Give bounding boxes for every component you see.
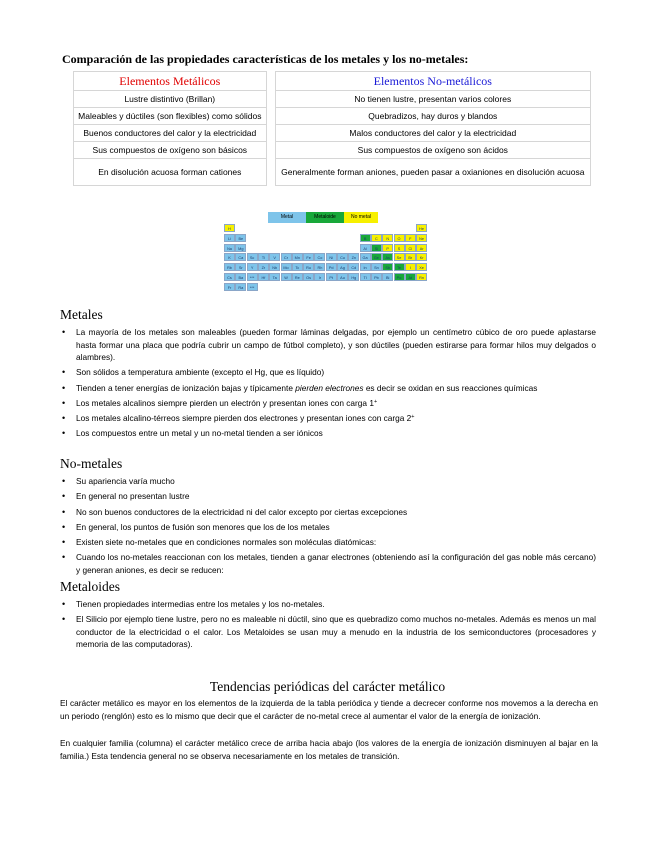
element-cell-nonmetal: Se — [394, 253, 405, 261]
legend-metal: Metal — [268, 212, 306, 223]
element-cell-metal: Ga — [360, 253, 371, 261]
metales-title: Metales — [60, 307, 103, 322]
element-cell-metal: Nb — [269, 263, 280, 271]
legend-metalloid: Metaloide — [306, 212, 344, 223]
column-gap — [266, 91, 275, 108]
element-cell-metal: Cr — [281, 253, 292, 261]
metal-property: Maleables y dúctiles (son flexibles) como sólidos — [74, 108, 267, 125]
element-cell-metal: *** — [247, 283, 258, 291]
tendencias-paragraph-1: El carácter metálico es mayor en los elementos de la izquierda de la tabla periódica y tiende a decrecer conforme nos movemos a la derecha en un periodo (renglón) esto es lo mismo que decir que el carácter de no-metal crece al aumentar el valor de la energía de ionización. — [60, 698, 598, 721]
element-cell-metal: Os — [303, 273, 314, 281]
element-cell-nonmetal: Ar — [416, 244, 427, 252]
element-cell-metal: Na — [224, 244, 235, 252]
element-cell-metal: Tc — [292, 263, 303, 271]
element-cell-metal: Fe — [303, 253, 314, 261]
element-cell-metal: Y — [247, 263, 258, 271]
element-cell-nonmetal: Rn — [416, 273, 427, 281]
list-item: • Existen siete no-metales que en condiciones normales son moléculas diatómicas: — [62, 536, 596, 549]
column-gap — [266, 125, 275, 142]
element-cell-metal: V — [269, 253, 280, 261]
element-cell-metal: Cd — [348, 263, 359, 271]
list-item: • No son buenos conductores de la electricidad ni del calor excepto por ciertas excepciones — [62, 506, 596, 519]
element-cell-nonmetal: He — [416, 224, 427, 232]
nonmetal-property: Sus compuestos de oxígeno son ácidos — [275, 142, 590, 159]
element-cell-metal: Bi — [382, 273, 393, 281]
list-item: • En general, los puntos de fusión son menores que los de los metales — [62, 521, 596, 534]
column-gap — [266, 72, 275, 91]
comparison-row — [74, 125, 591, 142]
element-cell-metal: Ra — [235, 283, 246, 291]
element-cell-metal: Re — [292, 273, 303, 281]
element-cell-metal: Cu — [337, 253, 348, 261]
list-item — [62, 397, 596, 410]
element-cell-metal: Rh — [314, 263, 325, 271]
element-cell-metalloid: Ge — [371, 253, 382, 261]
element-cell-metal: Hf — [258, 273, 269, 281]
comparison-row — [74, 159, 591, 186]
element-cell-nonmetal: F — [405, 234, 416, 242]
element-cell-metal: Zn — [348, 253, 359, 261]
periodic-table-figure — [222, 208, 436, 302]
element-cell-metal: Sn — [371, 263, 382, 271]
list-item: • El Silicio por ejemplo tiene lustre, pero no es maleable ni dúctil, sino que es quebradizo como muchos no-metales. Además es menos un mal conductor de la electricidad o el calor. Los Metaloides se usan muy a menudo en la industria de los semiconductores (procesadores y memoria de las computadoras). — [62, 613, 596, 651]
metales-list — [62, 326, 596, 443]
element-cell-metal: Ir — [314, 273, 325, 281]
tendencias-paragraph-2: En cualquier familia (columna) el carácter metálico crece de arriba hacia abajo (los valores de la energía de ionización disminuyen al bajar en la familia.) Esta tendencia general no se observa necesariamente en los metales de transición. — [60, 738, 598, 761]
element-cell-metal: Al — [360, 244, 371, 252]
nonmetal-property: No tienen lustre, presentan varios colores — [275, 91, 590, 108]
item-text: Tienden a tener energías de ionización bajas y típicamente — [76, 382, 296, 393]
list-item — [62, 412, 596, 425]
element-cell-nonmetal: Kr — [416, 253, 427, 261]
element-cell-metal: Ba — [235, 273, 246, 281]
element-cell-metal: Mg — [235, 244, 246, 252]
element-cell-metal: Hg — [348, 273, 359, 281]
metaloides-list — [62, 598, 596, 654]
item-text: Los metales alcalino-térreos siempre pierden dos electrones y presentan iones con carga 2 — [76, 413, 412, 424]
element-cell-metal: Co — [314, 253, 325, 261]
element-cell-nonmetal: Cl — [405, 244, 416, 252]
element-cell-nonmetal: Br — [405, 253, 416, 261]
element-cell-metal: Ag — [337, 263, 348, 271]
element-cell-metal: Rb — [224, 263, 235, 271]
element-cell-metal: *** — [247, 273, 258, 281]
element-cell-metal: Pb — [371, 273, 382, 281]
comparison-table — [73, 71, 591, 186]
element-cell-metal: Au — [337, 273, 348, 281]
legend-nonmetal: No metal — [344, 212, 378, 223]
item-italic-text: pierden electrones — [295, 382, 364, 393]
nonmetal-property: Malos conductores del calor y la electricidad — [275, 125, 590, 142]
element-cell-metal: In — [360, 263, 371, 271]
item-text: Los metales alcalinos siempre pierden un electrón y presentan iones con carga 1 — [76, 397, 374, 408]
comparison-heading: Comparación de las propiedades características de los metales y los no-metales: — [62, 52, 469, 66]
element-cell-metal: Pt — [326, 273, 337, 281]
element-cell-nonmetal: Ne — [416, 234, 427, 242]
element-cell-nonmetal: P — [382, 244, 393, 252]
element-cell-nonmetal: S — [394, 244, 405, 252]
element-cell-metalloid: At — [405, 273, 416, 281]
element-cell-nonmetal: I — [405, 263, 416, 271]
column-gap — [266, 108, 275, 125]
element-cell-metal: Ti — [258, 253, 269, 261]
element-cell-metalloid: B — [360, 234, 371, 242]
list-item: • Su apariencia varía mucho — [62, 475, 596, 488]
element-cell-metalloid: Te — [394, 263, 405, 271]
metal-property: Buenos conductores del calor y la electricidad — [74, 125, 267, 142]
nonmetal-property: Quebradizos, hay duros y blandos — [275, 108, 590, 125]
element-cell-metal: Ru — [303, 263, 314, 271]
element-cell-nonmetal: H — [224, 224, 235, 232]
list-item: • La mayoría de los metales son maleables (pueden formar láminas delgadas, por ejemplo un centímetro cúbico de oro puede aplastarse hasta formar una placa que podría cubrir un campo de fútbol completo), y son dúctiles (pueden estirarse para formar hilos muy delgados o alambres). — [62, 326, 596, 364]
element-cell-metal: W — [281, 273, 292, 281]
list-item: • En general no presentan lustre — [62, 490, 596, 503]
element-cell-metal: Ca — [235, 253, 246, 261]
item-text: es decir se oxidan en sus reacciones químicas — [363, 382, 538, 393]
list-item: • Los compuestos entre un metal y un no-metal tienden a ser iónicos — [62, 427, 596, 440]
comparison-row — [74, 91, 591, 108]
comparison-header-row — [74, 72, 591, 91]
element-cell-metal: Sr — [235, 263, 246, 271]
element-cell-metalloid: Sb — [382, 263, 393, 271]
element-cell-metalloid: Si — [371, 244, 382, 252]
column-gap — [266, 159, 275, 186]
nometales-title: No-metales — [60, 456, 123, 471]
list-item — [62, 382, 596, 395]
element-cell-metal: K — [224, 253, 235, 261]
nometales-list — [62, 475, 596, 579]
nonmetals-column-header: Elementos No-metálicos — [275, 72, 590, 91]
metal-property: En disolución acuosa forman cationes — [74, 159, 267, 186]
element-cell-metal: Mo — [281, 263, 292, 271]
charge-superscript: + — [411, 414, 415, 421]
list-item: • Son sólidos a temperatura ambiente (excepto el Hg, que es líquido) — [62, 366, 596, 379]
element-cell-metal: Sc — [247, 253, 258, 261]
metals-column-header: Elementos Metálicos — [74, 72, 267, 91]
element-cell-metal: Li — [224, 234, 235, 242]
element-cell-nonmetal: C — [371, 234, 382, 242]
element-cell-metalloid: As — [382, 253, 393, 261]
tendencias-title: Tendencias periódicas del carácter metálico — [209, 679, 446, 694]
element-cell-nonmetal: Xe — [416, 263, 427, 271]
list-item: • Cuando los no-metales reaccionan con los metales, tienden a ganar electrones (obteniendo así la configuración del gas noble más cercano) y generan aniones, es decir se reducen: — [62, 551, 596, 576]
list-item: • Tienen propiedades intermedias entre los metales y los no-metales. — [62, 598, 596, 611]
element-cell-nonmetal: N — [382, 234, 393, 242]
metaloides-title: Metaloides — [60, 579, 120, 594]
metal-property: Sus compuestos de oxígeno son básicos — [74, 142, 267, 159]
element-cell-nonmetal: O — [394, 234, 405, 242]
element-cell-metal: Zr — [258, 263, 269, 271]
element-cell-metal: Ni — [326, 253, 337, 261]
element-cell-metal: Mn — [292, 253, 303, 261]
comparison-row — [74, 142, 591, 159]
element-cell-metalloid: Po — [394, 273, 405, 281]
element-cell-metal: Pd — [326, 263, 337, 271]
element-cell-metal: Cs — [224, 273, 235, 281]
metal-property: Lustre distintivo (Brillan) — [74, 91, 267, 108]
charge-superscript: + — [373, 398, 378, 405]
element-cell-metal: Be — [235, 234, 246, 242]
element-cell-metal: Ta — [269, 273, 280, 281]
nonmetal-property: Generalmente forman aniones, pueden pasar a oxianiones en disolución acuosa — [275, 159, 590, 186]
comparison-row — [74, 108, 591, 125]
column-gap — [266, 142, 275, 159]
element-cell-metal: Tl — [360, 273, 371, 281]
element-cell-metal: Fr — [224, 283, 235, 291]
